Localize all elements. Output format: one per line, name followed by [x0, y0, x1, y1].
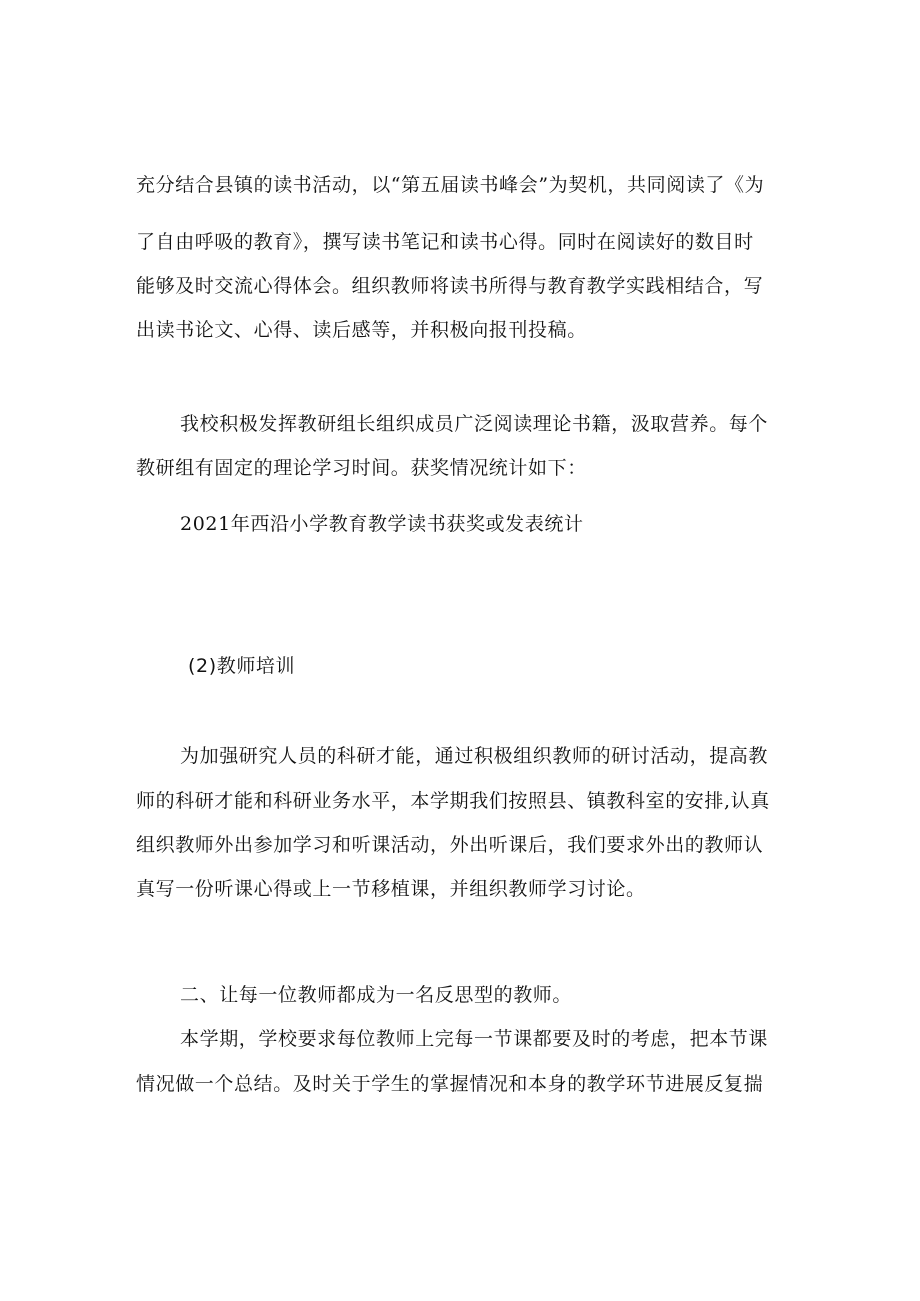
paragraph3-line-4: 真写一份听课心得或上一节移植课，并组织教师学习讨论。	[136, 878, 646, 900]
paragraph1-line-1: 充分结合县镇的读书活动，以“第五届读书峰会”为契机，共同阅读了《为	[136, 174, 765, 196]
section-two-heading: 二、让每一位教师都成为一名反思型的教师。	[180, 984, 573, 1006]
paragraph3-line-1: 为加强研究人员的科研才能，通过积极组织教师的研讨活动，提高教	[180, 745, 769, 767]
section-heading-teacher-training: (2)教师培训	[188, 655, 296, 677]
paragraph4-line-2: 情况做一个总结。及时关于学生的掌握情况和本身的教学环节进展反复揣	[136, 1073, 764, 1095]
paragraph1-line-2: 了自由呼吸的教育》，撰写读书笔记和读书心得。同时在阅读好的数目时	[136, 231, 754, 253]
paragraph2-line-1: 我校积极发挥教研组长组织成员广泛阅读理论书籍，汲取营养。每个	[180, 413, 769, 435]
paragraph3-line-2: 师的科研才能和科研业务水平，本学期我们按照县、镇教科室的安排,认真	[136, 790, 770, 812]
paragraph1-line-4: 出读书论文、心得、读后感等，并积极向报刊投稿。	[136, 319, 587, 341]
paragraph1-line-3: 能够及时交流心得体会。组织教师将读书所得与教育教学实践相结合，写	[136, 275, 764, 297]
table-caption: 2021年西沿小学教育教学读书获奖或发表统计	[180, 513, 584, 535]
paragraph4-line-1: 本学期，学校要求每位教师上完每一节课都要及时的考虑，把本节课	[180, 1028, 769, 1050]
paragraph2-line-2: 教研组有固定的理论学习时间。获奖情况统计如下：	[136, 457, 587, 479]
paragraph3-line-3: 组织教师外出参加学习和听课活动，外出听课后，我们要求外出的教师认	[136, 834, 764, 856]
